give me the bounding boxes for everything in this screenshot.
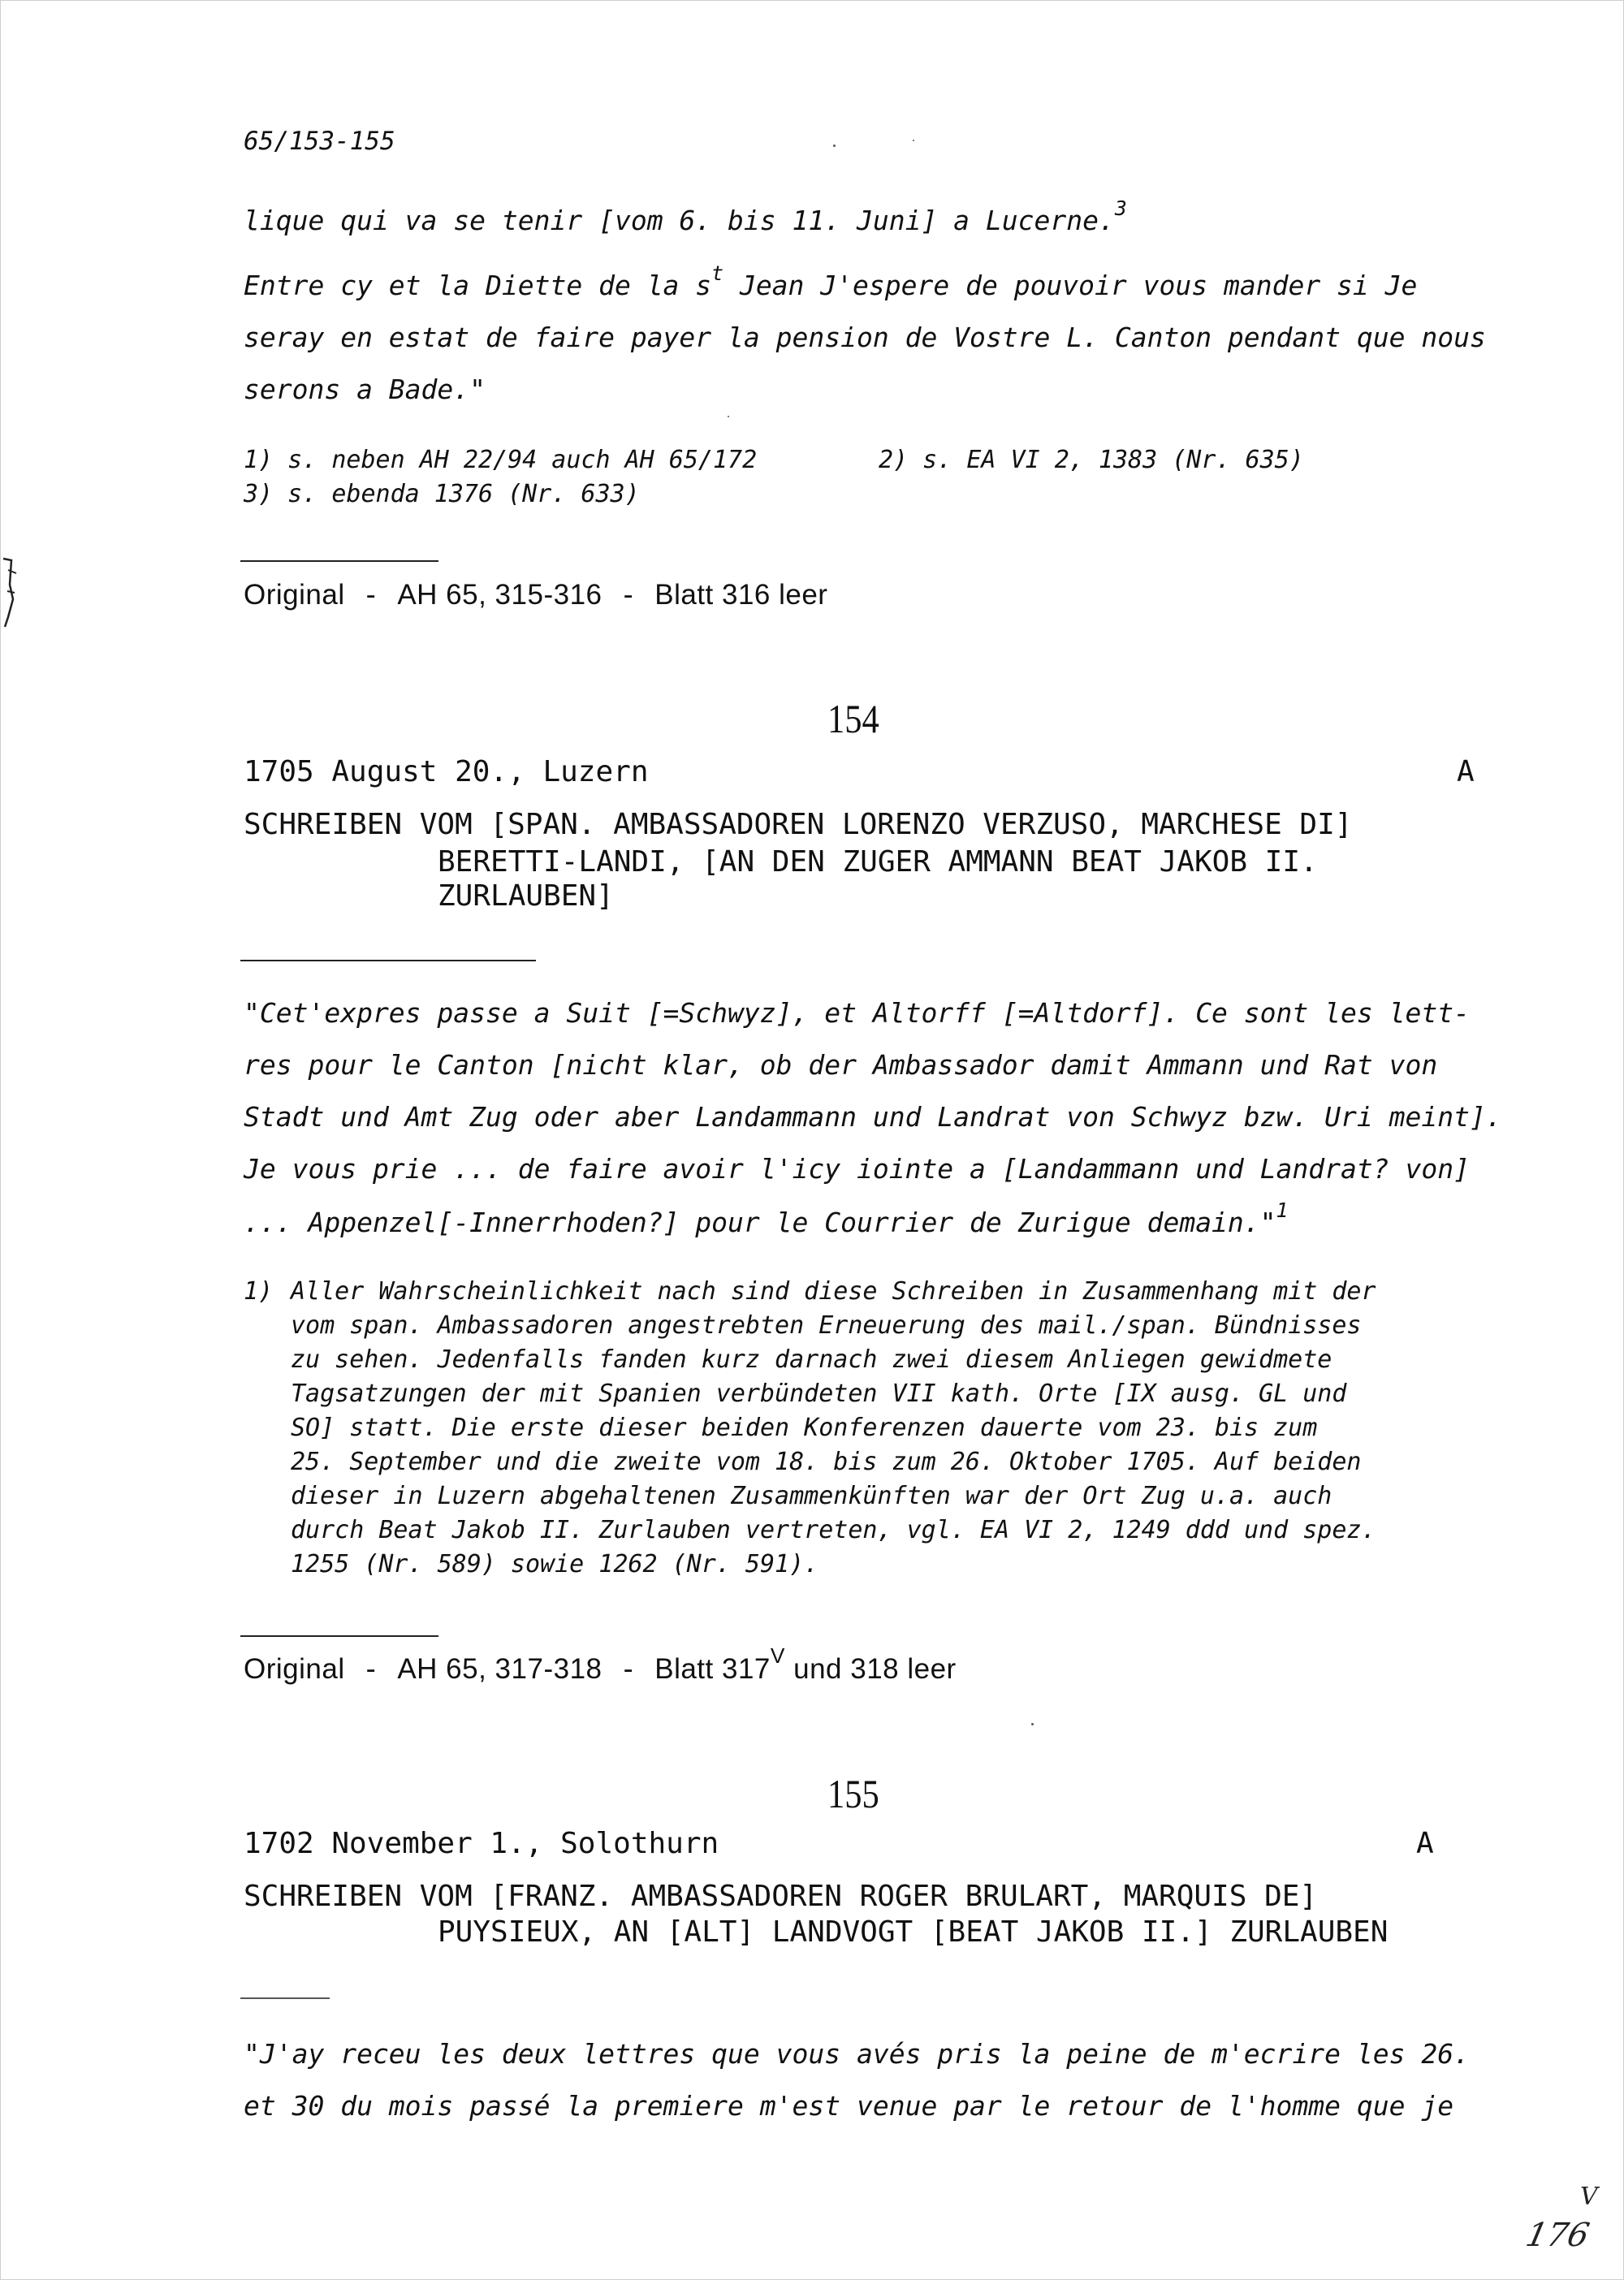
document-title-line: SCHREIBEN VOM [SPAN. AMBASSADOREN LORENZO VERZUSO, MARCHESE DI] <box>244 808 1353 841</box>
handwritten-page-number: 176 <box>1522 2217 1593 2254</box>
letter-text-line: serons a Bade." <box>244 374 486 405</box>
scan-speck <box>913 140 914 141</box>
original-source-line: Original - AH 65, 317-318 - Blatt $317^V$ und 318 leer <box>244 1643 957 1686</box>
footnote: 2) s. EA VI 2, 1383 (Nr. 635) <box>879 446 1304 474</box>
binding-mark <box>0 552 32 633</box>
letter-text-line: ... Appenzel[-Innerrhoden?] pour le Courrier de Zurigue demain."$^1$ <box>244 1198 1289 1238</box>
letter-text-line: seray en estat de faire payer la pension de Vostre L. Canton pendant que nous <box>244 322 1486 353</box>
document-type-letter: A <box>1416 1827 1434 1860</box>
footnote: 1) s. neben AH 22/94 auch AH 65/172 <box>244 446 758 474</box>
footnote: 3) s. ebenda 1376 (Nr. 633) <box>244 480 640 508</box>
separator-rule <box>240 560 438 562</box>
separator-rule <box>240 960 536 961</box>
archive-reference: 65/153-155 <box>244 127 395 156</box>
scan-speck <box>1031 1723 1034 1725</box>
document-title-line: SCHREIBEN VOM [FRANZ. AMBASSADOREN ROGER BRULART, MARQUIS DE] <box>244 1880 1318 1913</box>
scan-speck <box>728 416 729 417</box>
footnote-number: 1) <box>244 1277 274 1306</box>
letter-text-line: "J'ay receu les deux lettres que vous avés pris la peine de m'ecrire les 26. <box>244 2038 1470 2070</box>
footnote: 1) Aller Wahrscheinlichkeit nach sind diese Schreiben in Zusammenhang mit der vom span. Ambassadoren angestrebten Erneuerung des mail./span. Bündnisses zu sehen. Jedenfalls fanden kurz darnach zwei diesem Anliegen gewidmete Tagsatzungen der mit Spanien verbündeten VII kath. Orte [IX ausg. GL und SO] statt. Die erste dieser beiden Konferenzen dauerte vom 23. bis zum 25. September und die zweite vom 18. bis zum 26. Oktober 1705. Auf beiden dieser in Luzern abgehaltenen Zusammenkünften war der Ort Zug u.a. auch durch Beat Jakob II. Zurlauben vertreten, vgl. EA VI 2, 1249 ddd und spez. 1255 (Nr. 589) sowie 1262 (Nr. 591). <box>244 1275 1510 1582</box>
document-number: 155 <box>827 1771 879 1816</box>
document-title-line: PUYSIEUX, AN [ALT] LANDVOGT [BEAT JAKOB II.] ZURLAUBEN <box>438 1915 1389 1949</box>
separator-rule <box>240 1635 438 1637</box>
scan-speck <box>833 145 836 147</box>
letter-text-line: Stadt und Amt Zug oder aber Landammann und Landrat von Schwyz bzw. Uri meint]. <box>244 1101 1502 1133</box>
letter-text-line: et 30 du mois passé la premiere m'est venue par le retour de l'homme que je <box>244 2090 1454 2122</box>
letter-text-line: Entre cy et la Diette de la $s^t$ Jean J'espere de pouvoir vous mander si Je <box>244 261 1418 301</box>
letter-text-line: lique qui va se tenir [vom 6. bis 11. Juni] a Lucerne.$^3$ <box>244 196 1127 236</box>
handwritten-check-mark: V <box>1580 2183 1598 2211</box>
document-type-letter: A <box>1457 755 1475 788</box>
original-source-line: Original - AH 65, 315-316 - Blatt 316 leer <box>244 579 828 611</box>
separator-rule <box>240 1997 330 1999</box>
document-title-line: ZURLAUBEN] <box>438 879 614 913</box>
letter-text-line: "Cet'expres passe a Suit [=Schwyz], et Altorff [=Altdorf]. Ce sont les lett- <box>244 997 1470 1029</box>
document-number: 154 <box>827 696 879 741</box>
letter-text-line: res pour le Canton [nicht klar, ob der Ambassador damit Ammann und Rat von <box>244 1049 1438 1081</box>
document-date-place: 1705 August 20., Luzern <box>244 755 649 788</box>
letter-text-line: Je vous prie ... de faire avoir l'icy iointe a [Landammann und Landrat? von] <box>244 1153 1470 1185</box>
document-date-place: 1702 November 1., Solothurn <box>244 1827 719 1860</box>
document-title-line: BERETTI-LANDI, [AN DEN ZUGER AMMANN BEAT JAKOB II. <box>438 845 1318 879</box>
